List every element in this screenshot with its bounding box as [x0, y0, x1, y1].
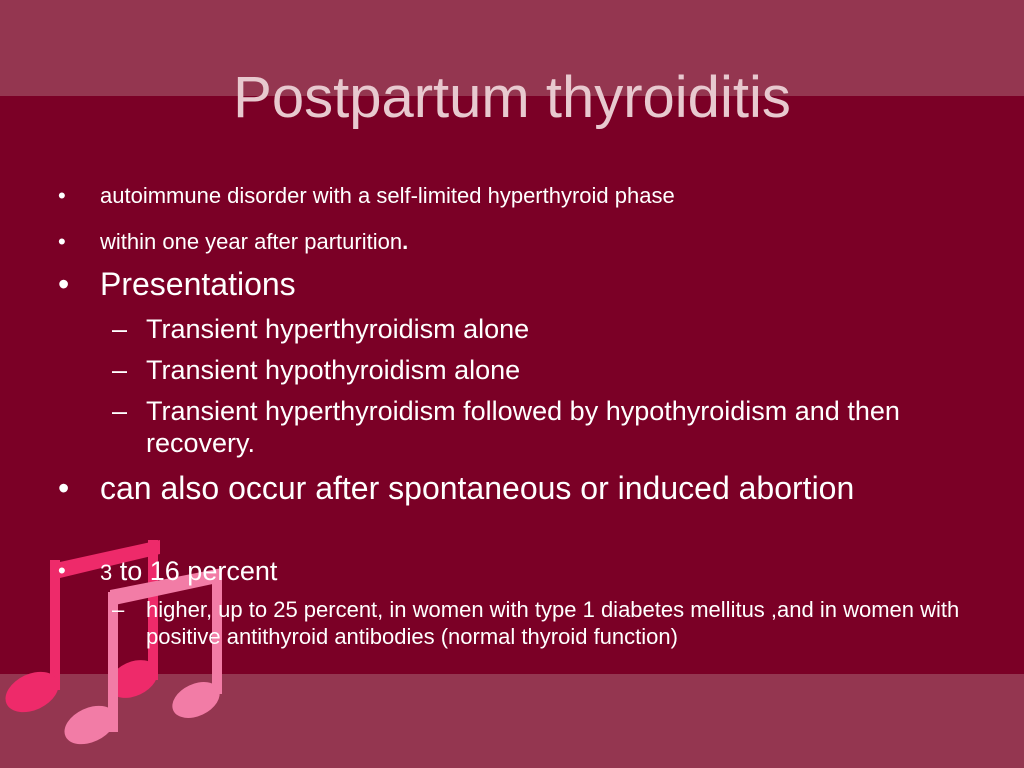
bullet: •	[58, 183, 66, 208]
dash: –	[112, 396, 128, 426]
bullet-text: within one year after parturition	[100, 229, 403, 254]
bullet-text: Transient hyperthyroidism followed by hypothyroidism and then recovery.	[146, 396, 900, 458]
dash: –	[112, 597, 125, 622]
bullet-text: Transient hyperthyroidism alone	[146, 314, 530, 344]
dash: –	[112, 314, 128, 344]
slide-title: Postpartum thyroiditis	[233, 65, 791, 130]
bullet-text: higher, up to 25 percent, in women with type 1 diabetes mellitus ,and in women with positive antithyroid antibodies (normal thyroid function)	[146, 597, 960, 649]
bullet-text: can also occur after spontaneous or induced abortion	[100, 470, 855, 506]
bullet: •	[58, 266, 70, 302]
bullet-lead: 3	[100, 560, 113, 585]
bullet-text: autoimmune disorder with a self-limited hyperthyroid phase	[100, 183, 675, 208]
bullet-trailing: .	[402, 229, 409, 254]
bullet-text: Presentations	[100, 266, 296, 302]
bullet-text: to 16 percent	[112, 556, 278, 586]
bullet: •	[58, 558, 66, 583]
dash: –	[112, 355, 128, 385]
bullet: •	[58, 470, 70, 506]
bullet: •	[58, 229, 66, 254]
bullet-text: Transient hypothyroidism alone	[146, 355, 521, 385]
